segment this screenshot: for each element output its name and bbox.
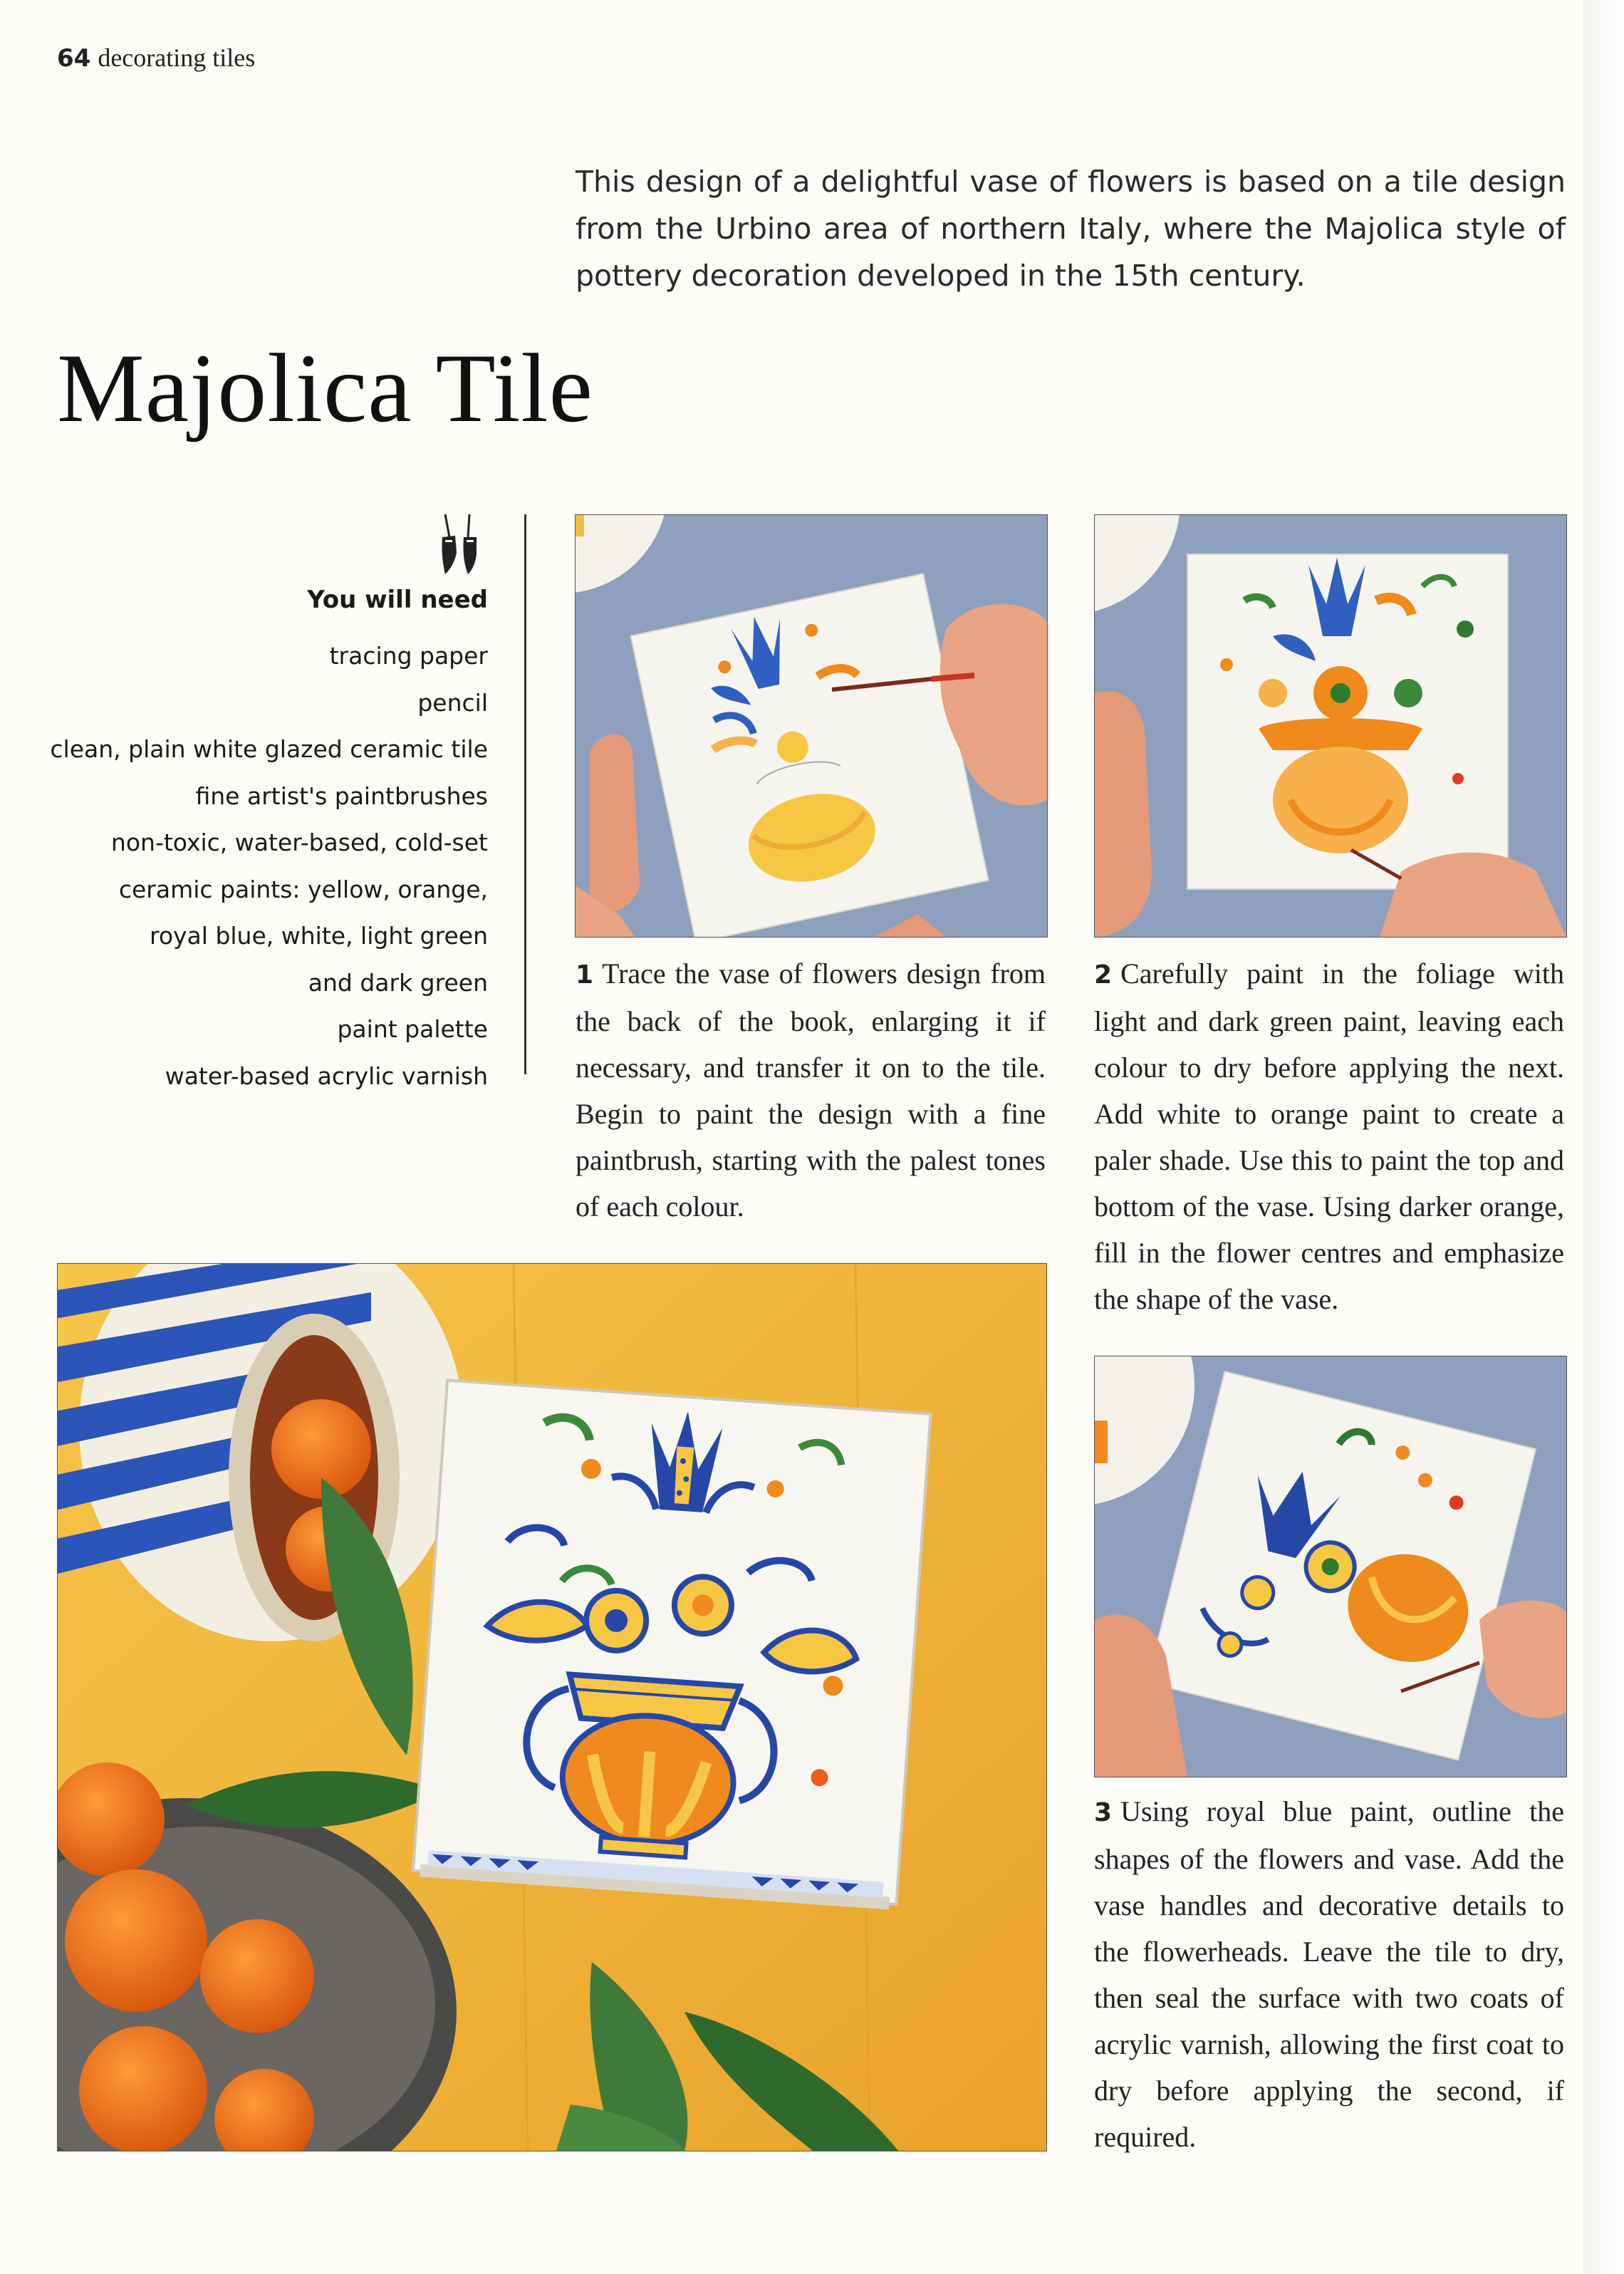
step-number: 3 [1094,1798,1113,1827]
step-1 [576,950,1046,1230]
column-divider [524,514,526,1074]
list-item: clean, plain white glazed ceramic tile [50,735,488,763]
page-edge-shadow [1583,0,1624,2274]
page-number: 64 [57,44,91,73]
list-item: paint palette [337,1015,488,1043]
list-item: pencil [417,688,488,717]
finished-tile-photo [57,1263,1047,2151]
paintbrushes-icon [434,512,488,577]
page-title: Majolica Tile [57,333,593,442]
step-2 [1094,950,1564,1322]
list-item: and dark green [308,968,488,997]
materials-heading: You will need [307,586,488,614]
list-item: fine artist's paintbrushes [195,782,488,810]
list-item: royal blue, white, light green [150,922,488,950]
step-3 [1094,1788,1564,2160]
list-item: non-toxic, water-based, cold-set [110,829,488,856]
step-text: Carefully paint in the foliage with light and dark green paint, leaving each colour to dry before applying the next. Add white to orange paint to create a paler shade. Use this to paint the top and bottom of the vase. Using darker orange, fill in the flower centres and emphasize the shape of the vase. [1094,957,1564,1315]
materials-items [50,633,488,1099]
running-header [57,43,255,73]
section-title: decorating tiles [98,43,256,72]
list-item: water-based acrylic varnish [165,1061,488,1090]
step-text: Trace the vase of flowers design from the back of the book, enlarging it if necessary, and transfer it on to the tile. Begin to paint the design with a fine paintbrush, starting with the palest tones of each colour. [576,957,1046,1222]
list-item: ceramic paints: yellow, orange, [118,875,488,903]
step-number: 2 [1094,960,1113,990]
intro-paragraph: This design of a delightful vase of flowers is based on a tile design from the Urbino area of northern Italy, where the Majolica style of pottery decoration developed in the 15th century. [576,165,1566,293]
materials-list [50,512,488,1090]
step-number: 1 [576,960,594,990]
step2-photo [1094,514,1567,938]
step-text: Using royal blue paint, outline the shapes of the flowers and vase. Add the vase handles and decorative details to the flowerheads. Leave the tile to dry, then seal the surface with two coats of acrylic varnish, allowing the first coat to dry before applying the second, if required. [1094,1795,1564,2153]
step3-photo [1094,1356,1567,1777]
step1-photo [575,514,1048,938]
list-item: tracing paper [329,642,488,670]
